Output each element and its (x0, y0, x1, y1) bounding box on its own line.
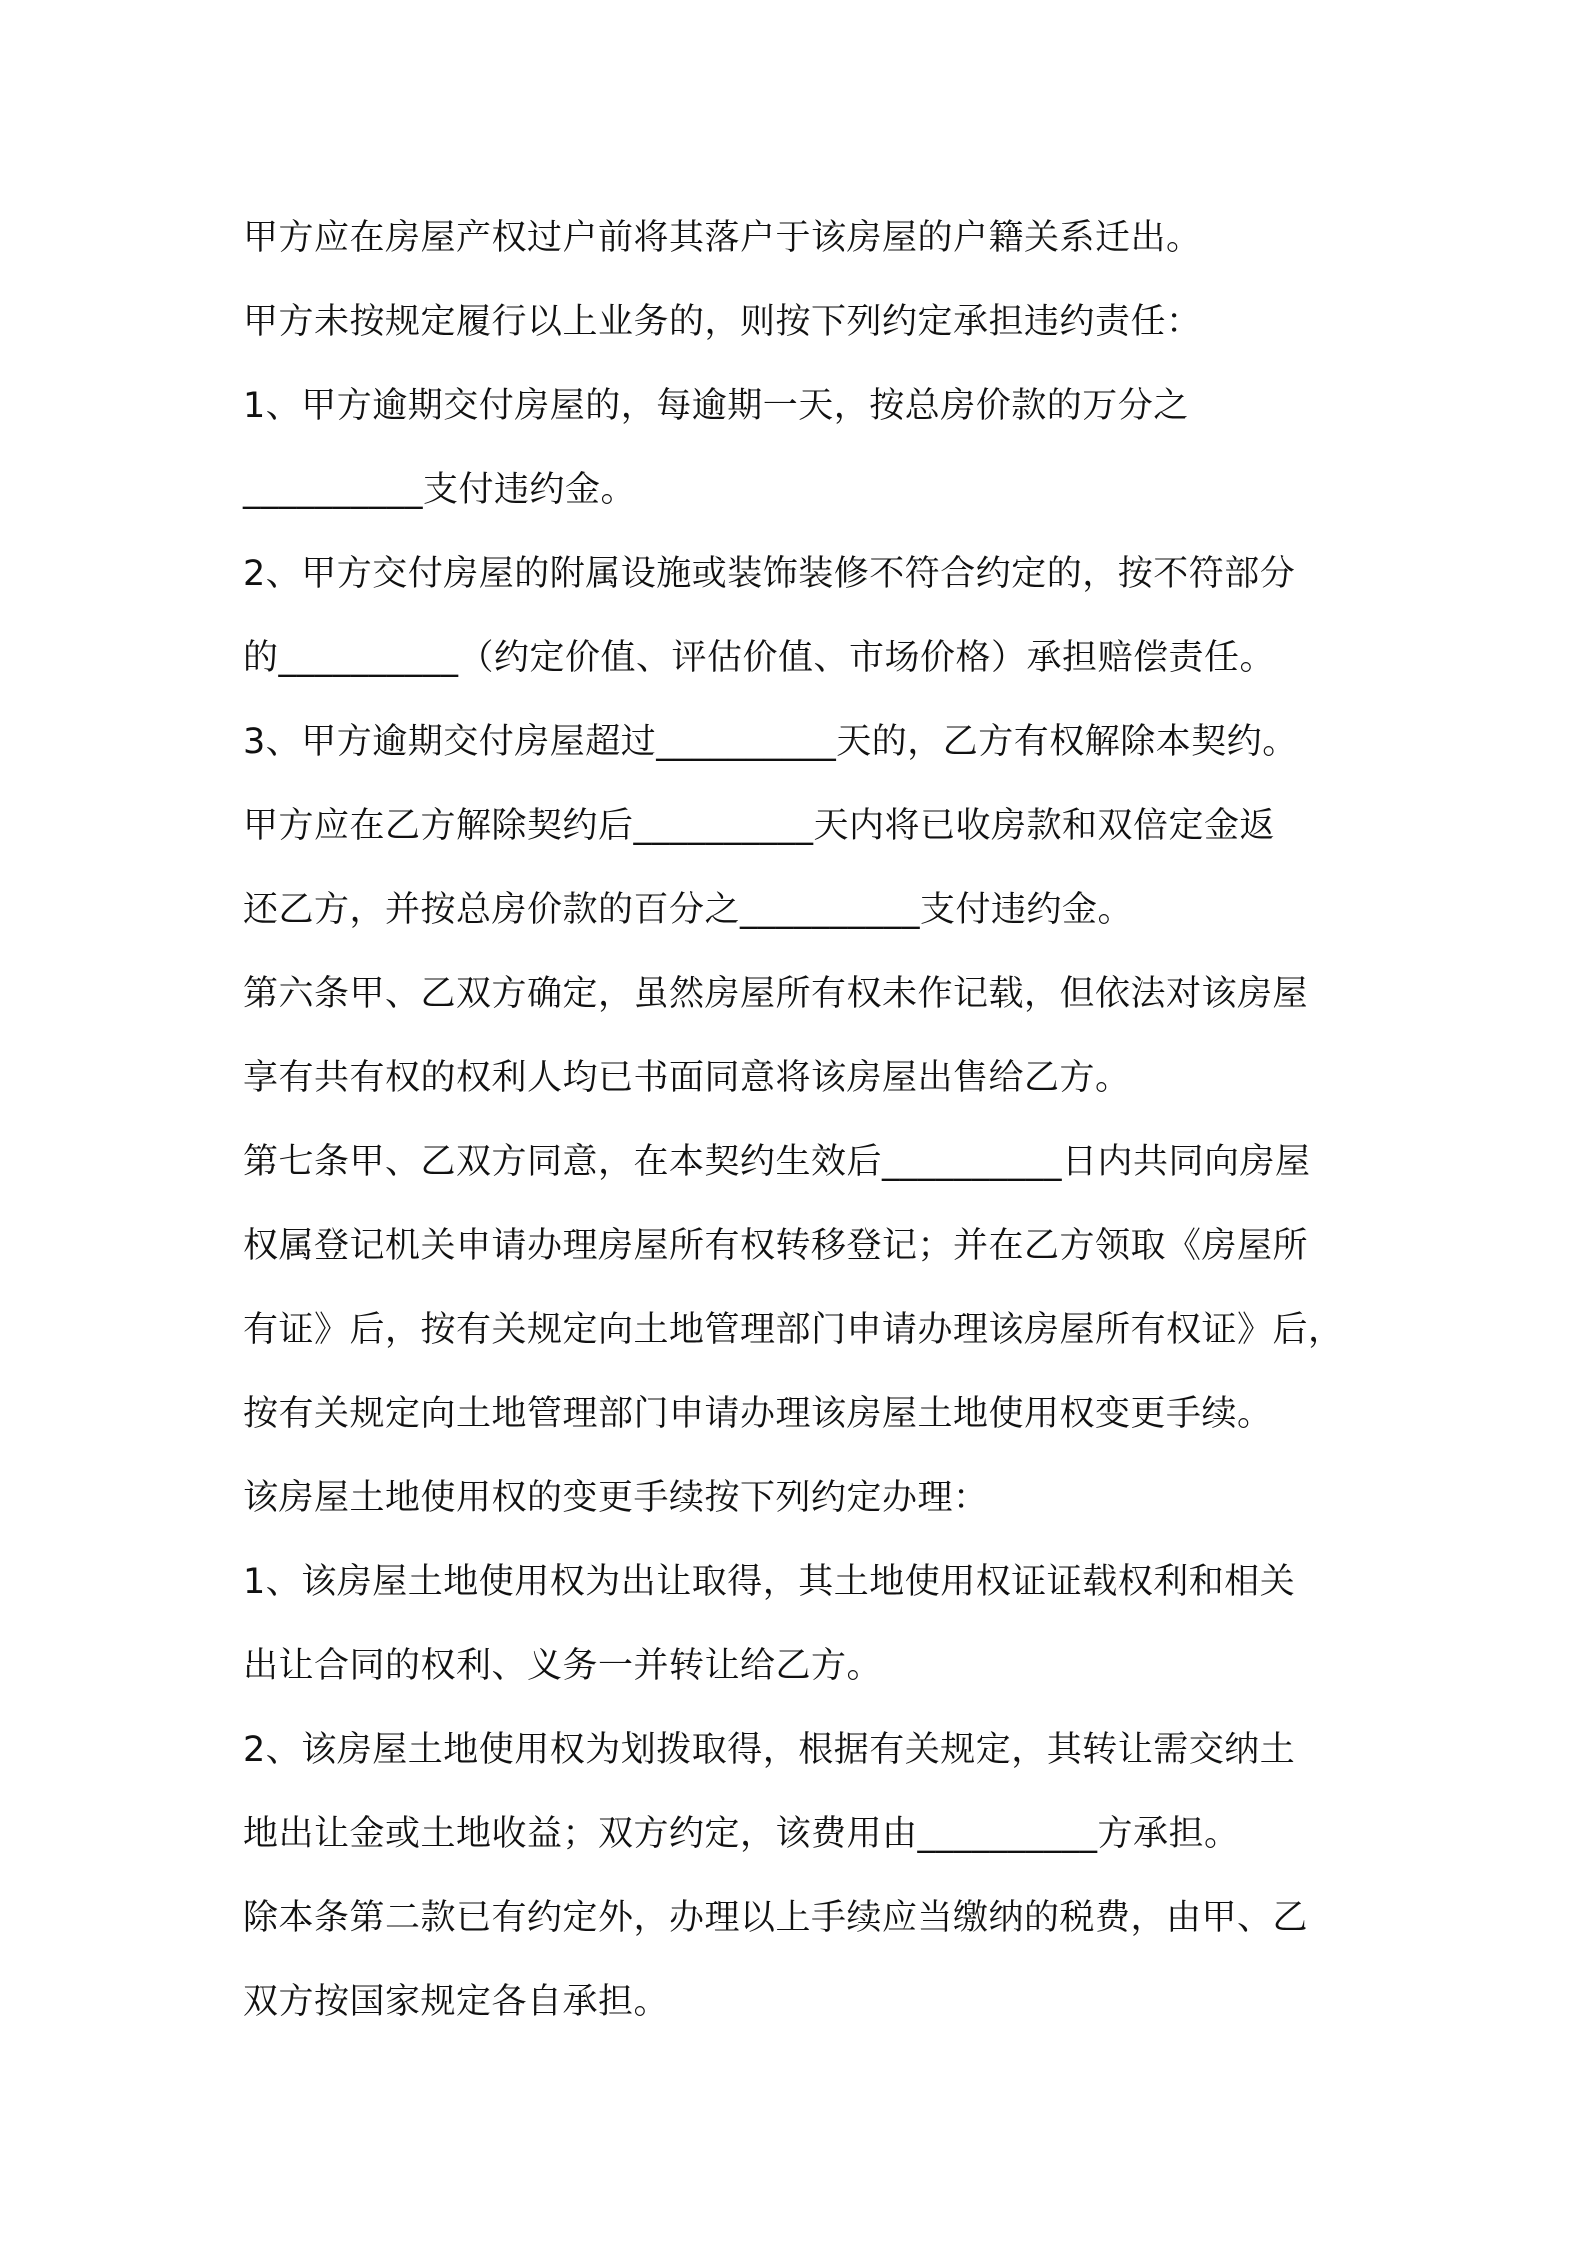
text-line: 有证》后，按有关规定向土地管理部门申请办理该房屋所有权证》后， (243, 1310, 1344, 1350)
text-line: 地出让金或土地收益；双方约定，该费用由__________方承担。 (243, 1814, 1240, 1854)
text-line: 的__________（约定价值、评估价值、市场价格）承担赔偿责任。 (243, 638, 1276, 678)
text-line: 该房屋土地使用权的变更手续按下列约定办理： (243, 1478, 989, 1518)
text-line: 出让合同的权利、义务一并转让给乙方。 (243, 1646, 883, 1686)
text-line: __________支付违约金。 (243, 470, 637, 510)
text-line: 2、该房屋土地使用权为划拨取得，根据有关规定，其转让需交纳土 (243, 1730, 1296, 1770)
text-line: 第七条甲、乙双方同意，在本契约生效后__________日内共同向房屋 (243, 1142, 1311, 1182)
text-line: 甲方应在乙方解除契约后__________天内将已收房款和双倍定金返 (243, 806, 1276, 846)
text-line: 双方按国家规定各自承担。 (243, 1982, 670, 2022)
text-line: 还乙方，并按总房价款的百分之__________支付违约金。 (243, 890, 1134, 930)
text-line: 3、甲方逾期交付房屋超过__________天的，乙方有权解除本契约。 (243, 722, 1298, 762)
text-line: 第六条甲、乙双方确定，虽然房屋所有权未作记载，但依法对该房屋 (243, 974, 1309, 1014)
text-line: 按有关规定向土地管理部门申请办理该房屋土地使用权变更手续。 (243, 1394, 1273, 1434)
text-line: 享有共有权的权利人均已书面同意将该房屋出售给乙方。 (243, 1058, 1131, 1098)
text-line: 2、甲方交付房屋的附属设施或装饰装修不符合约定的，按不符部分 (243, 554, 1296, 594)
document-body (243, 196, 1363, 2044)
text-line: 1、甲方逾期交付房屋的，每逾期一天，按总房价款的万分之 (243, 386, 1189, 426)
text-line: 1、该房屋土地使用权为出让取得，其土地使用权证证载权利和相关 (243, 1562, 1296, 1602)
text-line: 除本条第二款已有约定外，办理以上手续应当缴纳的税费，由甲、乙 (243, 1898, 1309, 1938)
text-line: 权属登记机关申请办理房屋所有权转移登记；并在乙方领取《房屋所 (243, 1226, 1309, 1266)
text-line: 甲方应在房屋产权过户前将其落户于该房屋的户籍关系迁出。 (243, 218, 1202, 258)
text-line: 甲方未按规定履行以上业务的，则按下列约定承担违约责任： (243, 302, 1202, 342)
